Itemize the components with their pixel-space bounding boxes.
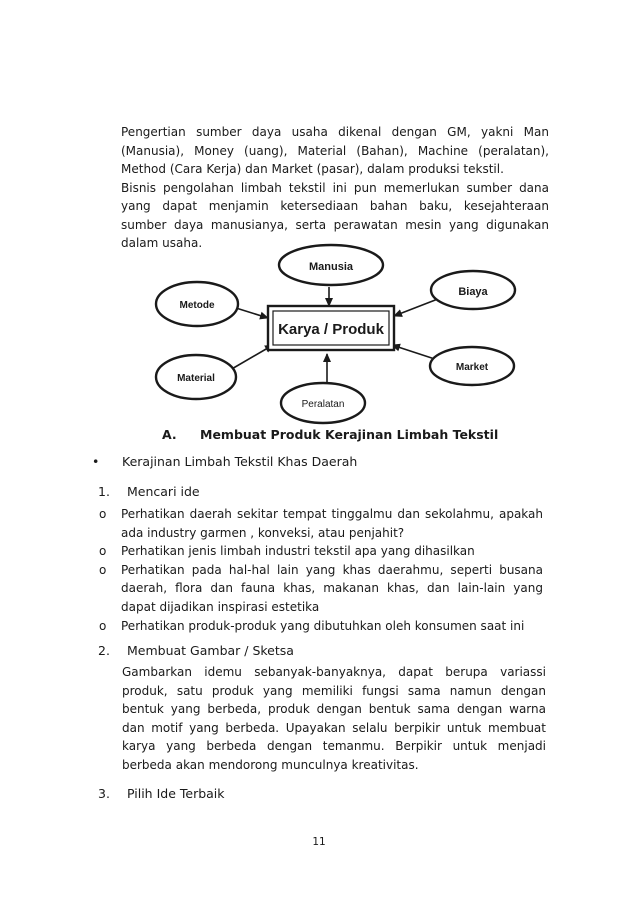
list-marker: o	[99, 507, 107, 521]
step-2-body: Gambarkan idemu sebanyak-banyaknya, dapat berupa variassi produk, satu produk yang memiliki fungsi sama namun dengan bentuk yang berbeda, produk dengan bentuk sama dengan warna dan motif yang berbeda. Upayakan selalu berpikir untuk membuat karya yang berbeda dengan temanmu. Berpikir untuk menjadi berbeda akan mendorong munculnya kreativitas.	[122, 665, 546, 772]
list-marker: o	[99, 618, 107, 633]
node-biaya-label: Biaya	[458, 286, 488, 298]
step-2-number: 2.	[98, 643, 110, 658]
connector-metode	[236, 308, 268, 318]
step-1-number: 1.	[98, 484, 110, 499]
bullet-mark: •	[92, 454, 100, 469]
node-metode-label: Metode	[179, 300, 215, 311]
bullet-item	[92, 454, 357, 469]
step-1-list	[99, 505, 543, 635]
intro-paragraph-1: Pengertian sumber daya usaha dikenal dengan GM, yakni Man (Manusia), Money (uang), Material (Bahan), Machine (peralatan), Method (Cara Kerja) dan Market (pasar), dalam produksi tekstil.	[121, 125, 549, 176]
node-market-label: Market	[455, 362, 489, 373]
bullet-text: Kerajinan Limbah Tekstil Khas Daerah	[122, 454, 358, 469]
connector-material	[230, 345, 273, 370]
section-a-title: Membuat Produk Kerajinan Limbah Tekstil	[200, 427, 499, 442]
list-item-text: Perhatikan produk-produk yang dibutuhkan oleh konsumen saat ini	[121, 618, 525, 633]
list-item-text: Perhatikan daerah sekitar tempat tinggalmu dan sekolahmu, apakah ada industry garmen , konveksi, atau penjahit?	[121, 507, 543, 540]
step-1-title: Mencari ide	[127, 484, 200, 499]
list-marker: o	[99, 544, 107, 559]
step-2-title: Membuat Gambar / Sketsa	[127, 643, 294, 658]
list-item	[99, 542, 543, 561]
step-3-title: Pilih Ide Terbaik	[127, 786, 225, 801]
list-item	[99, 505, 543, 542]
list-item	[99, 561, 543, 617]
node-peralatan-label: Peralatan	[301, 399, 345, 410]
page-number: 11	[312, 836, 326, 848]
list-item	[99, 617, 543, 636]
list-marker: o	[99, 562, 107, 577]
section-a-letter: A.	[162, 427, 177, 442]
list-item-text: Perhatikan pada hal-hal lain yang khas daerahmu, seperti busana daerah, flora dan fauna khas, makanan khas, dan lain-lain yang dapat dijadikan inspirasi estetika	[121, 562, 543, 614]
node-material-label: Material	[177, 373, 215, 384]
step-3-number: 3.	[98, 786, 110, 801]
center-label: Karya / Produk	[278, 321, 384, 338]
section-a-heading	[162, 427, 498, 442]
intro-paragraph-2: Bisnis pengolahan limbah tekstil ini pun memerlukan sumber dana yang dapat menjamin ketersediaan bahan baku, kesejahteraan sumber daya manusianya, serta perawatan mesin yang digunakan dalam usaha.	[121, 180, 549, 250]
node-manusia-label: Manusia	[308, 261, 354, 273]
list-item-text: Perhatikan jenis limbah industri tekstil apa yang dihasilkan	[121, 544, 475, 559]
